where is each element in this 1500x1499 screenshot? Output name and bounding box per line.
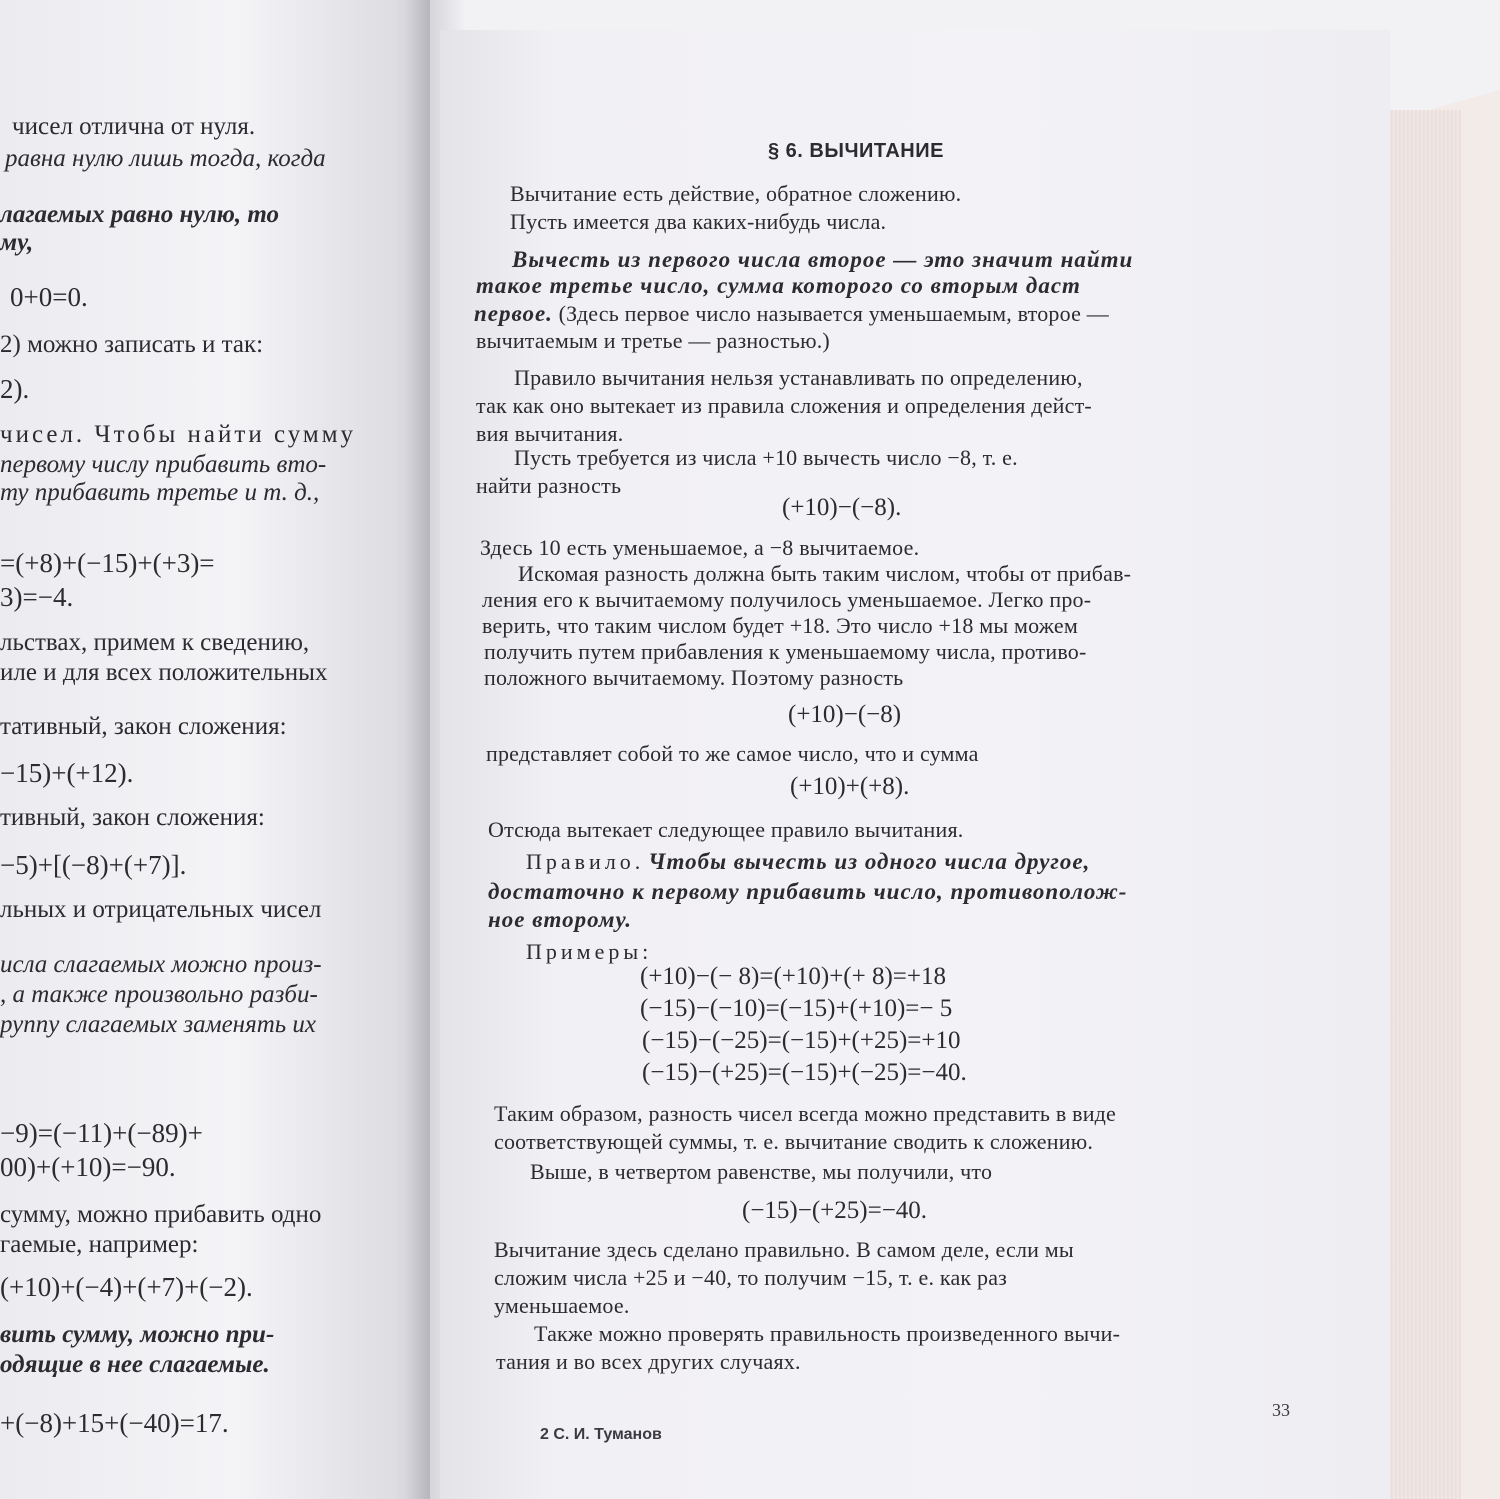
text-span: (Здесь первое число называется уменьшаемым, второе —: [552, 301, 1109, 326]
equation: 0+0=0.: [10, 282, 88, 312]
printer-signature: 2 С. И. Туманов: [540, 1426, 662, 1443]
text-line: Искомая разность должна быть таким числом, чтобы от прибав-: [518, 561, 1132, 586]
equation: 2).: [0, 374, 30, 404]
text-line: ления его к вычитаемому получилось уменьшаемое. Легко про-: [482, 587, 1092, 612]
text-line: вить сумму, можно при-: [0, 1321, 275, 1348]
equation: +(−8)+15+(−40)=17.: [0, 1408, 229, 1438]
text-line: руппу слагаемых заменять их: [0, 1011, 316, 1038]
text-line: му,: [0, 229, 34, 256]
text-line: Также можно проверять правильность произведенного вычи-: [534, 1321, 1121, 1346]
example-equation: (−15)−(−25)=(−15)+(+25)=+10: [642, 1027, 961, 1054]
text-line: верить, что таким числом будет +18. Это число +18 мы можем: [482, 613, 1079, 638]
page-number: 33: [1272, 1400, 1290, 1420]
text-line: Выше, в четвертом равенстве, мы получили, что: [530, 1159, 993, 1184]
rule-text: Чтобы вычесть из одного числа другое,: [648, 849, 1091, 874]
section-heading: § 6. ВЫЧИТАНИЕ: [768, 140, 944, 162]
text-line: сумму, можно прибавить одно: [0, 1201, 322, 1228]
equation: (+10)−(−8).: [782, 494, 902, 521]
text-line: так как оно вытекает из правила сложения и определения дейст-: [476, 393, 1092, 418]
text-line: ту прибавить третье и т. д.,: [0, 479, 320, 506]
rule-line: [526, 848, 1090, 876]
equation: −9)=(−11)+(−89)+: [0, 1118, 203, 1148]
examples-label: Примеры:: [526, 939, 653, 964]
text-line: 2) можно записать и так:: [0, 331, 264, 358]
equation: =(+8)+(−15)+(+3)=: [0, 548, 215, 578]
text-line: лагаемых равно нулю, то: [0, 201, 280, 228]
equation: 00)+(+10)=−90.: [0, 1152, 176, 1182]
text-line: получить путем прибавления к уменьшаемому числа, противо-: [484, 639, 1087, 664]
text-line: представляет собой то же самое число, что и сумма: [486, 741, 979, 766]
text-line: льных и отрицательных чисел: [0, 896, 322, 923]
left-page: [0, 0, 430, 1499]
rule-text: достаточно к первому прибавить число, противополож-: [488, 879, 1128, 904]
equation: (+10)+(−4)+(+7)+(−2).: [0, 1272, 253, 1302]
text-line: чисел отлична от нуля.: [12, 113, 256, 140]
text-line: чисел. Чтобы найти сумму: [0, 421, 357, 448]
equation: (+10)−(−8): [788, 701, 902, 728]
text-line: , а также произвольно разби-: [0, 981, 318, 1008]
text-line: Пусть требуется из числа +10 вычесть число −8, т. е.: [514, 445, 1018, 470]
definition-line: [474, 300, 1109, 328]
text-line: Здесь 10 есть уменьшаемое, а −8 вычитаемое.: [480, 535, 920, 560]
text-line: Вычитание есть действие, обратное сложению.: [510, 181, 962, 206]
text-line: сложим числа +25 и −40, то получим −15, т. е. как раз: [494, 1265, 1008, 1290]
text-line: исла слагаемых можно произ-: [0, 951, 322, 978]
text-line: Правило вычитания нельзя устанавливать по определению,: [514, 365, 1083, 390]
equation: −5)+[(−8)+(+7)].: [0, 850, 187, 880]
text-line: Вычитание здесь сделано правильно. В самом деле, если мы: [494, 1237, 1074, 1262]
text-line: гаемые, например:: [0, 1231, 199, 1258]
example-equation: (−15)−(−10)=(−15)+(+10)=− 5: [640, 995, 953, 1022]
text-line: вычитаемым и третье — разностью.): [476, 328, 830, 353]
example-equation: (−15)−(+25)=(−15)+(−25)=−40.: [642, 1059, 967, 1086]
text-line: Пусть имеется два каких-нибудь числа.: [510, 209, 887, 234]
text-line: льствах, примем к сведению,: [0, 629, 310, 656]
equation: −15)+(+12).: [0, 758, 134, 788]
equation: (+10)+(+8).: [790, 773, 910, 800]
text-line: тивный, закон сложения:: [0, 804, 265, 831]
text-line: уменьшаемое.: [494, 1293, 630, 1318]
page-stack-edge: [1385, 110, 1461, 1499]
example-equation: (+10)−(− 8)=(+10)+(+ 8)=+18: [640, 963, 946, 990]
text-line: одящие в нее слагаемые.: [0, 1351, 270, 1378]
text-line: равна нулю лишь тогда, когда: [5, 145, 326, 172]
definition-line: Вычесть из первого числа второе — это значит найти: [512, 247, 1134, 272]
rule-label: Правило.: [526, 849, 645, 874]
text-line: первому числу прибавить вто-: [0, 451, 327, 478]
text-line: положного вычитаемому. Поэтому разность: [484, 665, 904, 690]
text-line: иле и для всех положительных: [0, 659, 328, 686]
text-line: Отсюда вытекает следующее правило вычитания.: [488, 817, 964, 842]
equation: (−15)−(+25)=−40.: [742, 1197, 928, 1224]
text-line: вия вычитания.: [476, 421, 624, 446]
text-line: тания и во всех других случаях.: [496, 1349, 801, 1374]
equation: 3)=−4.: [0, 582, 74, 612]
text-line: найти разность: [476, 473, 622, 498]
text-line: тативный, закон сложения:: [0, 713, 287, 740]
rule-text: ное второму.: [488, 907, 632, 932]
definition-term: первое.: [474, 301, 553, 326]
text-line: соответствующей суммы, т. е. вычитание сводить к сложению.: [494, 1129, 1094, 1154]
definition-line: такое третье число, сумма которого со вторым даст: [476, 273, 1081, 298]
text-line: Таким образом, разность чисел всегда можно представить в виде: [494, 1101, 1117, 1126]
